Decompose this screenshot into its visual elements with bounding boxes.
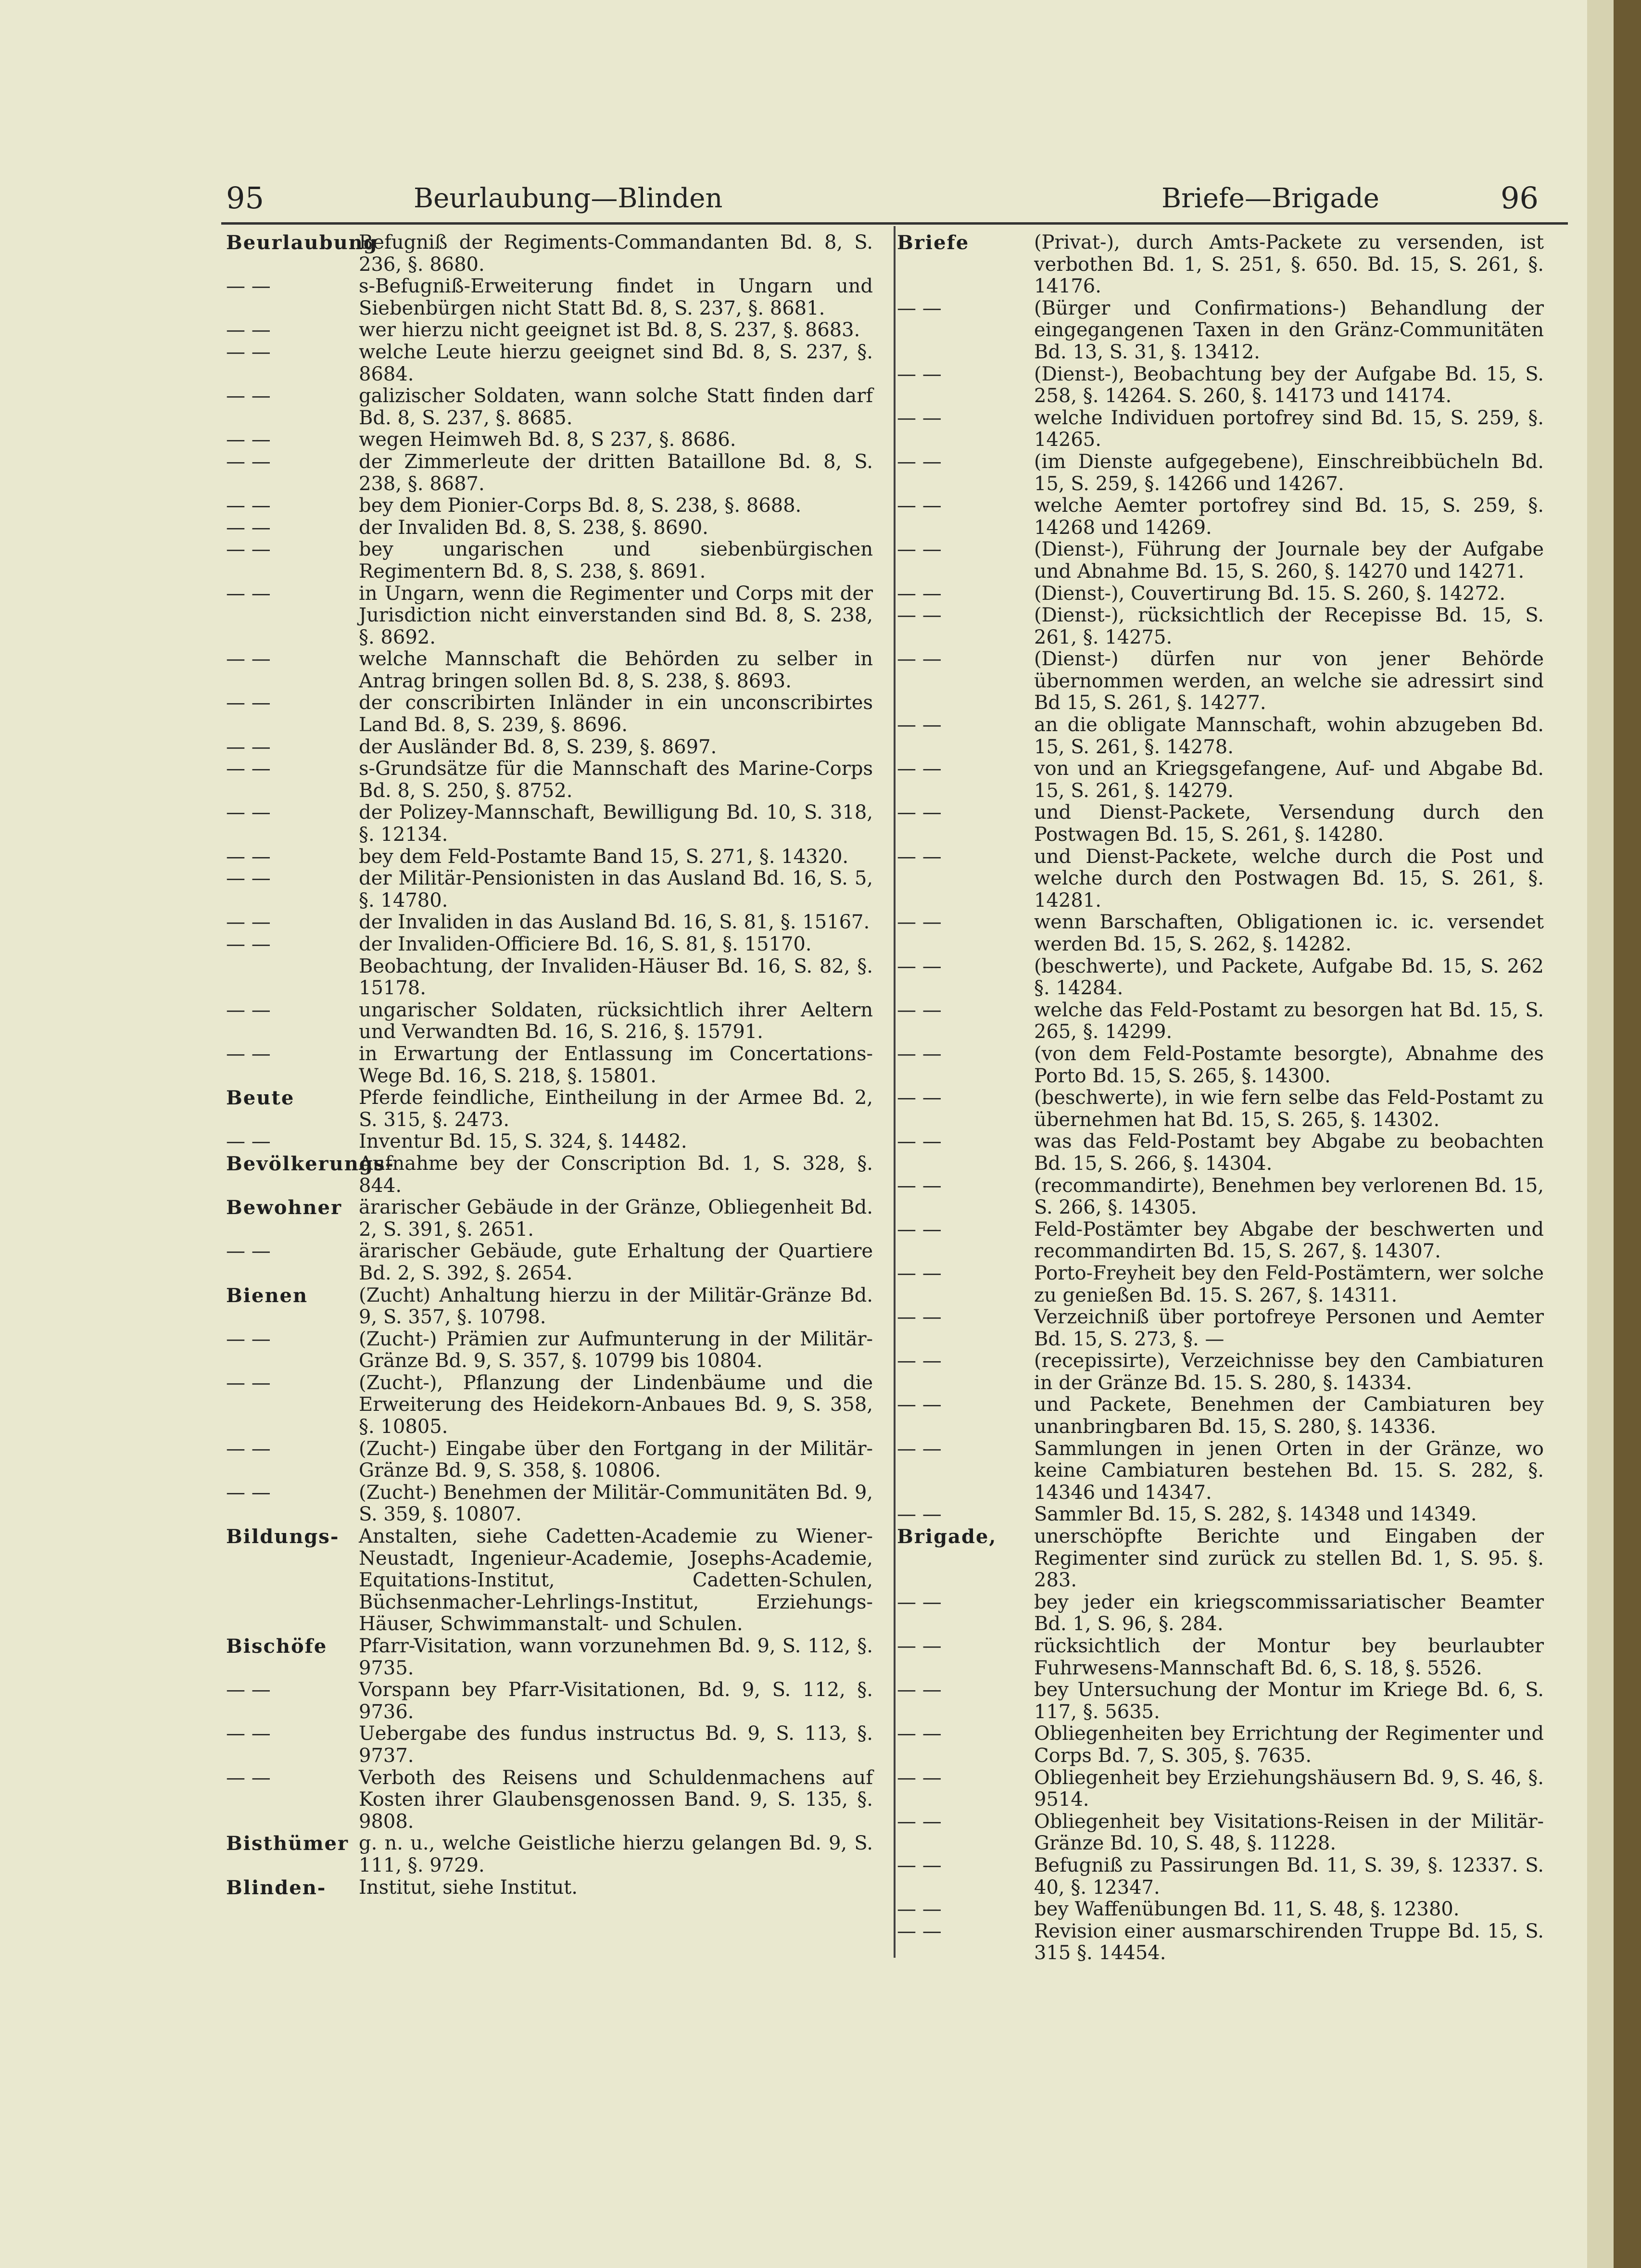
entry-text: ärarischer Gebäude in der Gränze, Obliegenheit Bd. 2, S. 391, §. 2651. [359, 1196, 873, 1241]
entry-keyword: — — [897, 1437, 942, 1460]
index-entry [226, 912, 873, 934]
entry-keyword: Bewohner [226, 1196, 342, 1219]
entry-text: Aufnahme bey der Conscription Bd. 1, S. 328, §. 844. [359, 1152, 873, 1197]
entry-keyword: — — [226, 1766, 271, 1789]
entry-keyword: — — [226, 692, 271, 714]
index-entry [897, 1635, 1544, 1679]
entry-text: Obliegenheiten bey Errichtung der Regimenter und Corps Bd. 7, S. 305, §. 7635. [1034, 1723, 1544, 1767]
entry-keyword: — — [897, 999, 942, 1021]
entry-keyword: — — [897, 714, 942, 736]
entry-text: wer hierzu nicht geeignet ist Bd. 8, S. 237, §. 8683. [359, 319, 860, 342]
entry-text: Sammler Bd. 15, S. 282, §. 14348 und 14349. [1034, 1503, 1477, 1526]
index-entry [226, 1482, 873, 1526]
entry-keyword: Bevölkerungs- [226, 1152, 394, 1175]
entry-text: galizischer Soldaten, wann solche Statt finden darf Bd. 8, S. 237, §. 8685. [359, 385, 873, 429]
index-entry [897, 1131, 1544, 1175]
entry-keyword: — — [897, 1920, 942, 1942]
index-entry [226, 451, 873, 495]
right-index-column [897, 232, 1544, 1964]
entry-keyword: — — [897, 1130, 942, 1153]
entry-keyword: — — [897, 1723, 942, 1745]
index-entry [226, 868, 873, 912]
entry-keyword: — — [226, 450, 271, 473]
entry-keyword: — — [897, 845, 942, 868]
entry-keyword: — — [897, 363, 942, 385]
index-entry [226, 495, 873, 517]
entry-keyword: — — [226, 429, 271, 451]
entry-text: in Ungarn, wenn die Regimenter und Corps mit der Jurisdiction nicht einverstanden sind Bd. 8, S. 238, §. 8692. [359, 582, 873, 648]
entry-keyword: — — [897, 494, 942, 517]
index-entry [226, 1635, 873, 1679]
entry-text: (Zucht) Anhaltung hierzu in der Militär-Gränze Bd. 9, S. 357, §. 10798. [359, 1284, 873, 1329]
entry-keyword: — — [226, 1481, 271, 1504]
entry-keyword: — — [226, 845, 271, 868]
index-entry [226, 1723, 873, 1767]
index-entry [897, 912, 1544, 955]
index-entry [226, 736, 873, 759]
index-entry [226, 539, 873, 583]
entry-keyword: — — [226, 1679, 271, 1701]
entry-keyword: — — [226, 867, 271, 890]
index-entry [897, 1219, 1544, 1263]
entry-text: und Dienst-Packete, Versendung durch den Postwagen Bd. 15, S. 261, §. 14280. [1034, 801, 1544, 846]
index-entry [226, 1285, 873, 1329]
entry-keyword: — — [897, 1898, 942, 1921]
entry-keyword: — — [897, 1087, 942, 1109]
entry-keyword: — — [226, 1130, 271, 1153]
entry-keyword: — — [226, 1328, 271, 1350]
entry-keyword: — — [226, 1240, 271, 1263]
entry-text: Porto-Freyheit bey den Feld-Postämtern, wer solche zu genießen Bd. 15. S. 267, §. 14311. [1034, 1262, 1544, 1306]
index-entry [897, 648, 1544, 714]
entry-keyword: Bisthümer [226, 1832, 349, 1855]
index-entry [897, 1679, 1544, 1723]
index-entry [226, 1131, 873, 1153]
entry-keyword [226, 956, 359, 1000]
index-entry [897, 1263, 1544, 1306]
entry-keyword: — — [226, 1723, 271, 1745]
column-divider [894, 226, 896, 1958]
entry-keyword: — — [897, 406, 942, 429]
entry-keyword: — — [226, 735, 271, 758]
entry-text: Verboth des Reisens und Schuldenmachens auf Kosten ihrer Glaubensgenossen Band. 9, S. 135, §. 9808. [359, 1766, 873, 1833]
entry-keyword: — — [226, 582, 271, 605]
entry-text: (Dienst-) dürfen nur von jener Behörde übernommen werden, an welche sie adressirt sind Bd 15, S. 261, §. 14277. [1034, 648, 1544, 714]
index-entry [226, 934, 873, 956]
index-entry [226, 342, 873, 385]
entry-keyword: — — [226, 933, 271, 955]
entry-text: (recepissirte), Verzeichnisse bey den Cambiaturen in der Gränze Bd. 15. S. 280, §. 14334. [1034, 1350, 1544, 1394]
index-entry [897, 1043, 1544, 1087]
entry-keyword: — — [897, 604, 942, 627]
entry-text: Obliegenheit bey Visitations-Reisen in der Militär-Gränze Bd. 10, S. 48, §. 11228. [1034, 1810, 1544, 1855]
entry-keyword: — — [226, 538, 271, 561]
index-entry [226, 583, 873, 649]
entry-text: (Privat-), durch Amts-Packete zu versenden, ist verbothen Bd. 1, S. 251, §. 650. Bd. 15, S. 261, §. 14176. [1034, 231, 1544, 298]
left-running-head: Beurlaubung—Blinden [414, 183, 723, 214]
entry-keyword: — — [897, 1218, 942, 1241]
entry-text: an die obligate Mannschaft, wohin abzugeben Bd. 15, S. 261, §. 14278. [1034, 714, 1544, 758]
entry-keyword: — — [226, 1437, 271, 1460]
index-entry [897, 451, 1544, 495]
index-entry [897, 583, 1544, 605]
header-rule [221, 222, 1568, 225]
entry-text: bey jeder ein kriegscommissariatischer Beamter Bd. 1, S. 96, §. 284. [1034, 1591, 1544, 1635]
index-entry [226, 1767, 873, 1833]
index-entry [897, 605, 1544, 648]
entry-keyword: — — [897, 1503, 942, 1526]
index-entry [897, 539, 1544, 583]
index-entry [897, 1087, 1544, 1131]
index-entry [897, 1723, 1544, 1767]
index-entry [226, 319, 873, 342]
entry-text: welche Leute hierzu geeignet sind Bd. 8, S. 237, §. 8684. [359, 341, 873, 385]
index-entry [226, 956, 873, 1000]
index-entry [897, 232, 1544, 298]
index-entry [226, 1833, 873, 1876]
entry-keyword: — — [897, 538, 942, 561]
entry-text: Revision einer ausmarschirenden Truppe Bd. 15, S. 315 §. 14454. [1034, 1920, 1544, 1964]
entry-text: (Dienst-), Beobachtung bey der Aufgabe Bd. 15, S. 258, §. 14264. S. 260, §. 14173 und 14174. [1034, 363, 1544, 407]
entry-text: Beobachtung, der Invaliden-Häuser Bd. 16, S. 82, §. 15178. [359, 955, 873, 1000]
entry-text: bey Untersuchung der Montur im Kriege Bd. 6, S. 117, §. 5635. [1034, 1679, 1544, 1723]
entry-keyword: — — [897, 1306, 942, 1329]
entry-text: wenn Barschaften, Obligationen ic. ic. versendet werden Bd. 15, S. 262, §. 14282. [1034, 911, 1544, 955]
index-entry [226, 1197, 873, 1241]
entry-text: (Zucht-) Benehmen der Militär-Communitäten Bd. 9, S. 359, §. 10807. [359, 1481, 873, 1526]
entry-text: ärarischer Gebäude, gute Erhaltung der Quartiere Bd. 2, S. 392, §. 2654. [359, 1240, 873, 1284]
entry-text: Verzeichniß über portofreye Personen und Aemter Bd. 15, S. 273, §. — [1034, 1306, 1544, 1350]
index-entry [226, 1438, 873, 1482]
entry-text: ungarischer Soldaten, rücksichtlich ihrer Aeltern und Verwandten Bd. 16, S. 216, §. 15791. [359, 999, 873, 1043]
entry-text: bey ungarischen und siebenbürgischen Regimentern Bd. 8, S. 238, §. 8691. [359, 538, 873, 583]
entry-keyword: — — [897, 582, 942, 605]
entry-keyword: Beurlaubung [226, 231, 378, 254]
index-entry [226, 517, 873, 539]
entry-text: (beschwerte), und Packete, Aufgabe Bd. 15, S. 262 §. 14284. [1034, 955, 1544, 1000]
index-entry [897, 495, 1544, 539]
entry-keyword: — — [897, 758, 942, 780]
index-entry [897, 1526, 1544, 1592]
entry-keyword: — — [226, 911, 271, 934]
page-gutter [1587, 0, 1614, 2268]
entry-text: (Bürger und Confirmations-) Behandlung der eingegangenen Taxen in den Gränz-Communitäten Bd. 13, S. 31, §. 13412. [1034, 297, 1544, 363]
entry-text: unerschöpfte Berichte und Eingaben der Regimenter sind zurück zu stellen Bd. 1, S. 95. §. 283. [1034, 1525, 1544, 1592]
entry-text: bey dem Pionier-Corps Bd. 8, S. 238, §. 8688. [359, 494, 802, 517]
right-page-number: 96 [1501, 180, 1539, 215]
index-entry [897, 364, 1544, 407]
index-entry [226, 846, 873, 868]
entry-keyword: — — [226, 1371, 271, 1394]
entry-keyword: — — [226, 648, 271, 671]
entry-keyword: — — [226, 1042, 271, 1065]
index-entry [226, 1153, 873, 1197]
left-page-number: 95 [226, 180, 264, 215]
entry-keyword: Bildungs- [226, 1525, 340, 1548]
entry-text: (Dienst-), Führung der Journale bey der Aufgabe und Abnahme Bd. 15, S. 260, §. 14270 und 14271. [1034, 538, 1544, 583]
entry-text: was das Feld-Postamt bey Abgabe zu beobachten Bd. 15, S. 266, §. 14304. [1034, 1130, 1544, 1175]
entry-keyword: — — [226, 341, 271, 363]
entry-keyword: — — [226, 801, 271, 824]
entry-text: Pfarr-Visitation, wann vorzunehmen Bd. 9, S. 112, §. 9735. [359, 1635, 873, 1679]
index-entry [226, 1526, 873, 1635]
index-entry [897, 1899, 1544, 1921]
index-entry [897, 1306, 1544, 1350]
entry-text: (von dem Feld-Postamte besorgte), Abnahme des Porto Bd. 15, S. 265, §. 14300. [1034, 1042, 1544, 1087]
index-entry [897, 1350, 1544, 1394]
entry-text: Anstalten, siehe Cadetten-Academie zu Wiener-Neustadt, Ingenieur-Academie, Josephs-Academie, Equitations-Institut, Cadetten-Schulen, Büchsenmacher-Lehrlings-Institut, Erziehungs-Häuser, Schwimmanstalt- und Schulen. [359, 1525, 873, 1635]
entry-keyword: — — [897, 1350, 942, 1372]
index-entry [897, 1504, 1544, 1526]
entry-keyword: — — [897, 1591, 942, 1613]
entry-keyword: — — [897, 911, 942, 934]
entry-text: der Polizey-Mannschaft, Bewilligung Bd. 10, S. 318, §. 12134. [359, 801, 873, 846]
entry-text: bey dem Feld-Postamte Band 15, S. 271, §. 14320. [359, 845, 849, 868]
entry-text: Uebergabe des fundus instructus Bd. 9, S. 113, §. 9737. [359, 1723, 873, 1767]
entry-text: der conscribirten Inländer in ein unconscribirtes Land Bd. 8, S. 239, §. 8696. [359, 692, 873, 736]
entry-keyword: Brigade, [897, 1525, 997, 1548]
index-entry [897, 1592, 1544, 1635]
entry-keyword: — — [226, 758, 271, 780]
index-entry [897, 714, 1544, 758]
entry-text: welche Mannschaft die Behörden zu selber in Antrag bringen sollen Bd. 8, S. 238, §. 8693. [359, 648, 873, 692]
index-entry [226, 1043, 873, 1087]
entry-text: von und an Kriegsgefangene, Auf- und Abgabe Bd. 15, S. 261, §. 14279. [1034, 758, 1544, 802]
entry-text: Vorspann bey Pfarr-Visitationen, Bd. 9, S. 112, §. 9736. [359, 1679, 873, 1723]
entry-text: (im Dienste aufgegebene), Einschreibbücheln Bd. 15, S. 259, §. 14266 und 14267. [1034, 450, 1544, 495]
index-entry [897, 1811, 1544, 1855]
index-entry [897, 956, 1544, 1000]
index-entry [226, 1000, 873, 1043]
entry-text: Institut, siehe Institut. [359, 1876, 578, 1899]
index-entry [226, 692, 873, 736]
right-running-head: Briefe—Brigade [1161, 183, 1379, 214]
entry-text: (recommandirte), Benehmen bey verlorenen Bd. 15, S. 266, §. 14305. [1034, 1174, 1544, 1219]
index-entry [226, 648, 873, 692]
index-entry [226, 232, 873, 276]
entry-text: der Invaliden-Officiere Bd. 16, S. 81, §. 15170. [359, 933, 812, 955]
entry-keyword: — — [897, 1679, 942, 1701]
entry-text: Befugniß der Regiments-Commandanten Bd. 8, S. 236, §. 8680. [359, 231, 873, 276]
entry-keyword: — — [226, 516, 271, 539]
entry-keyword: — — [897, 955, 942, 977]
entry-text: der Invaliden Bd. 8, S. 238, §. 8690. [359, 516, 708, 539]
index-entry [226, 276, 873, 319]
entry-text: Inventur Bd. 15, S. 324, §. 14482. [359, 1130, 687, 1153]
entry-text: welche Individuen portofrey sind Bd. 15, S. 259, §. 14265. [1034, 406, 1544, 451]
entry-keyword: — — [897, 1262, 942, 1284]
entry-text: (Dienst-), rücksichtlich der Recepisse Bd. 15, S. 261, §. 14275. [1034, 604, 1544, 648]
entry-text: g. n. u., welche Geistliche hierzu gelangen Bd. 9, S. 111, §. 9729. [359, 1832, 873, 1876]
index-entry [226, 429, 873, 451]
index-entry [897, 1921, 1544, 1964]
entry-keyword: — — [897, 297, 942, 319]
entry-keyword: — — [897, 801, 942, 824]
entry-keyword: Briefe [897, 231, 970, 254]
entry-text: s-Befugniß-Erweiterung findet in Ungarn und Siebenbürgen nicht Statt Bd. 8, S. 237, §. 8681. [359, 275, 873, 319]
index-entry [226, 385, 873, 429]
entry-keyword: — — [897, 1635, 942, 1657]
index-entry [897, 1438, 1544, 1504]
entry-keyword: Bienen [226, 1284, 308, 1307]
entry-text: der Zimmerleute der dritten Bataillone Bd. 8, S. 238, §. 8687. [359, 450, 873, 495]
index-entry [226, 1087, 873, 1131]
entry-keyword: — — [897, 1042, 942, 1065]
entry-text: in Erwartung der Entlassung im Concertations-Wege Bd. 16, S. 218, §. 15801. [359, 1042, 873, 1087]
left-index-column [226, 232, 873, 1899]
index-entry [226, 758, 873, 802]
index-entry [897, 802, 1544, 846]
entry-keyword: — — [226, 385, 271, 407]
index-entry [226, 1329, 873, 1372]
entry-text: (Zucht-) Eingabe über den Fortgang in der Militär-Gränze Bd. 9, S. 358, §. 10806. [359, 1437, 873, 1482]
index-entry [226, 1241, 873, 1284]
entry-keyword: — — [897, 1394, 942, 1416]
entry-text: bey Waffenübungen Bd. 11, S. 48, §. 12380. [1034, 1898, 1460, 1921]
index-entry [897, 758, 1544, 802]
index-entry [897, 407, 1544, 451]
entry-text: welche Aemter portofrey sind Bd. 15, S. 259, §. 14268 und 14269. [1034, 494, 1544, 539]
entry-text: Obliegenheit bey Erziehungshäusern Bd. 9, S. 46, §. 9514. [1034, 1766, 1544, 1811]
entry-text: und Packete, Benehmen der Cambiaturen bey unanbringbaren Bd. 15, S. 280, §. 14336. [1034, 1394, 1544, 1438]
entry-text: und Dienst-Packete, welche durch die Post und welche durch den Postwagen Bd. 15, S. 261, §. 14281. [1034, 845, 1544, 912]
entry-text: wegen Heimweh Bd. 8, S 237, §. 8686. [359, 429, 736, 451]
entry-keyword: — — [897, 1854, 942, 1876]
index-entry [897, 1767, 1544, 1811]
entry-text: der Invaliden in das Ausland Bd. 16, S. 81, §. 15167. [359, 911, 870, 934]
index-entry [897, 1175, 1544, 1219]
entry-keyword: — — [897, 1766, 942, 1789]
entry-text: (Dienst-), Couvertirung Bd. 15. S. 260, §. 14272. [1034, 582, 1506, 605]
entry-keyword: — — [226, 319, 271, 342]
entry-keyword: — — [897, 648, 942, 671]
index-entry [226, 1679, 873, 1723]
index-entry [897, 1855, 1544, 1899]
entry-keyword: — — [897, 1174, 942, 1197]
entry-keyword: Blinden- [226, 1876, 327, 1899]
entry-keyword: — — [897, 450, 942, 473]
book-edge [1614, 0, 1641, 2268]
entry-text: rücksichtlich der Montur bey beurlaubter Fuhrwesens-Mannschaft Bd. 6, S. 18, §. 5526. [1034, 1635, 1544, 1679]
entry-keyword: — — [897, 1810, 942, 1833]
entry-text: Pferde feindliche, Eintheilung in der Armee Bd. 2, S. 315, §. 2473. [359, 1087, 873, 1131]
index-entry [897, 846, 1544, 912]
entry-text: der Ausländer Bd. 8, S. 239, §. 8697. [359, 735, 717, 758]
entry-keyword: — — [226, 275, 271, 298]
entry-keyword: — — [226, 999, 271, 1021]
entry-keyword: — — [226, 494, 271, 517]
entry-text: der Militär-Pensionisten in das Ausland Bd. 16, S. 5, §. 14780. [359, 867, 873, 912]
index-entry [897, 298, 1544, 364]
index-entry [897, 1000, 1544, 1043]
entry-text: Sammlungen in jenen Orten in der Gränze, wo keine Cambiaturen bestehen Bd. 15. S. 282, §. 14346 und 14347. [1034, 1437, 1544, 1504]
index-entry [226, 1372, 873, 1438]
index-entry [897, 1394, 1544, 1438]
entry-text: Befugniß zu Passirungen Bd. 11, S. 39, §. 12337. S. 40, §. 12347. [1034, 1854, 1544, 1899]
entry-keyword: Bischöfe [226, 1635, 328, 1658]
entry-text: (beschwerte), in wie fern selbe das Feld-Postamt zu übernehmen hat Bd. 15, S. 265, §. 14302. [1034, 1087, 1544, 1131]
entry-text: Feld-Postämter bey Abgabe der beschwerten und recommandirten Bd. 15, S. 267, §. 14307. [1034, 1218, 1544, 1263]
index-entry [226, 802, 873, 846]
entry-text: (Zucht-) Prämien zur Aufmunterung in der Militär-Gränze Bd. 9, S. 357, §. 10799 bis 10804. [359, 1328, 873, 1372]
index-entry [226, 1877, 873, 1899]
entry-text: (Zucht-), Pflanzung der Lindenbäume und die Erweiterung des Heidekorn-Anbaues Bd. 9, S. 358, §. 10805. [359, 1371, 873, 1438]
entry-text: welche das Feld-Postamt zu besorgen hat Bd. 15, S. 265, §. 14299. [1034, 999, 1544, 1043]
entry-keyword: Beute [226, 1087, 295, 1110]
entry-text: s-Grundsätze für die Mannschaft des Marine-Corps Bd. 8, S. 250, §. 8752. [359, 758, 873, 802]
